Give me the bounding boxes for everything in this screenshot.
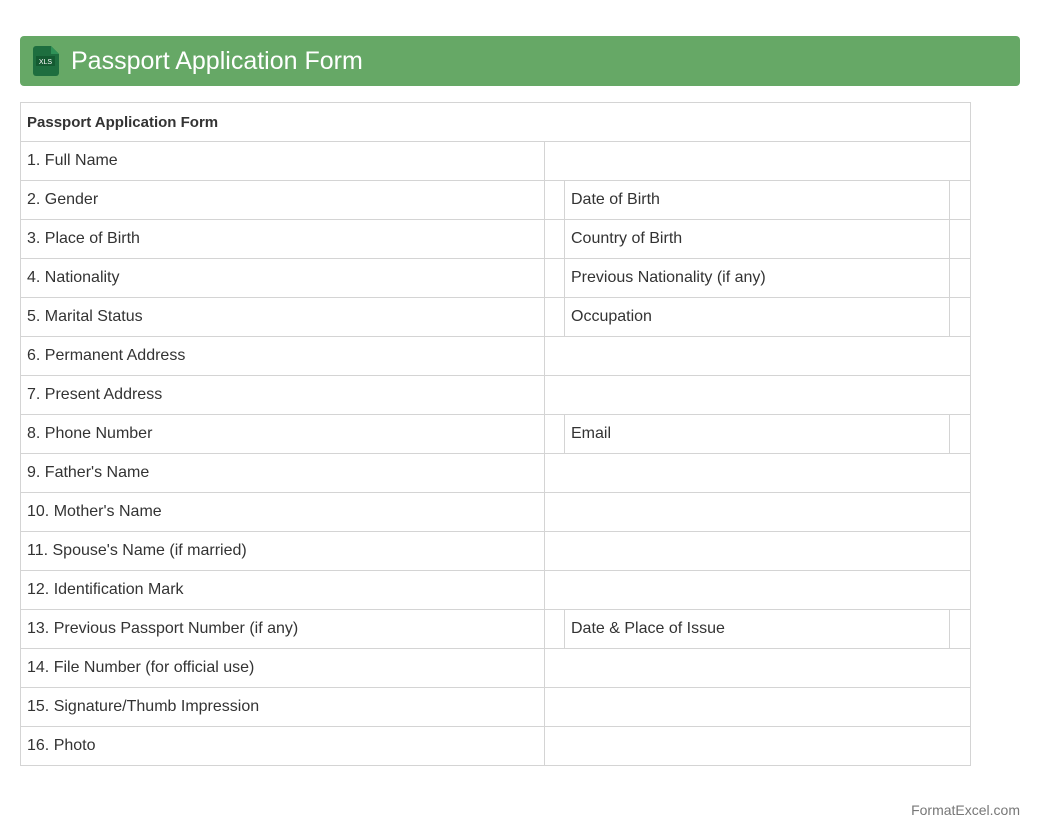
field-label-secondary: Date of Birth bbox=[565, 181, 950, 220]
field-value-cell[interactable] bbox=[545, 454, 971, 493]
form-row bbox=[21, 688, 971, 727]
field-label: 15. Signature/Thumb Impression bbox=[21, 688, 545, 727]
field-label: 16. Photo bbox=[21, 727, 545, 766]
form-row bbox=[21, 532, 971, 571]
field-value-cell[interactable] bbox=[545, 142, 971, 181]
field-value-cell-secondary[interactable] bbox=[950, 181, 971, 220]
field-value-cell[interactable] bbox=[545, 220, 565, 259]
form-row bbox=[21, 337, 971, 376]
form-row bbox=[21, 298, 971, 337]
field-value-cell[interactable] bbox=[545, 259, 565, 298]
field-value-cell[interactable] bbox=[545, 610, 565, 649]
form-row bbox=[21, 220, 971, 259]
field-value-cell[interactable] bbox=[545, 727, 971, 766]
field-label: 10. Mother's Name bbox=[21, 493, 545, 532]
page-header bbox=[20, 36, 1020, 86]
field-label: 3. Place of Birth bbox=[21, 220, 545, 259]
field-value-cell-secondary[interactable] bbox=[950, 610, 971, 649]
form-row bbox=[21, 727, 971, 766]
field-label: 1. Full Name bbox=[21, 142, 545, 181]
field-label-secondary: Previous Nationality (if any) bbox=[565, 259, 950, 298]
form-row bbox=[21, 376, 971, 415]
field-label: 5. Marital Status bbox=[21, 298, 545, 337]
xls-icon-text: XLS bbox=[38, 59, 53, 66]
xls-file-icon bbox=[32, 46, 59, 76]
field-label: 8. Phone Number bbox=[21, 415, 545, 454]
form-row bbox=[21, 259, 971, 298]
field-label: 13. Previous Passport Number (if any) bbox=[21, 610, 545, 649]
form-row bbox=[21, 649, 971, 688]
field-value-cell-secondary[interactable] bbox=[950, 259, 971, 298]
form-row bbox=[21, 181, 971, 220]
form-row bbox=[21, 415, 971, 454]
field-label: 11. Spouse's Name (if married) bbox=[21, 532, 545, 571]
field-label-secondary: Date & Place of Issue bbox=[565, 610, 950, 649]
footer-brand: FormatExcel.com bbox=[911, 802, 1020, 818]
form-row bbox=[21, 493, 971, 532]
field-label: 2. Gender bbox=[21, 181, 545, 220]
field-label-secondary: Country of Birth bbox=[565, 220, 950, 259]
field-value-cell[interactable] bbox=[545, 415, 565, 454]
field-label: 12. Identification Mark bbox=[21, 571, 545, 610]
passport-form-table bbox=[20, 102, 971, 766]
field-value-cell[interactable] bbox=[545, 298, 565, 337]
field-value-cell[interactable] bbox=[545, 571, 971, 610]
field-label-secondary: Email bbox=[565, 415, 950, 454]
form-title: Passport Application Form bbox=[21, 103, 971, 142]
field-value-cell[interactable] bbox=[545, 532, 971, 571]
field-value-cell[interactable] bbox=[545, 376, 971, 415]
field-value-cell[interactable] bbox=[545, 688, 971, 727]
field-value-cell-secondary[interactable] bbox=[950, 415, 971, 454]
field-value-cell[interactable] bbox=[545, 649, 971, 688]
form-title-row bbox=[21, 103, 971, 142]
field-label: 14. File Number (for official use) bbox=[21, 649, 545, 688]
field-label: 6. Permanent Address bbox=[21, 337, 545, 376]
field-value-cell[interactable] bbox=[545, 181, 565, 220]
form-row bbox=[21, 142, 971, 181]
page-title: Passport Application Form bbox=[71, 47, 363, 75]
field-label: 9. Father's Name bbox=[21, 454, 545, 493]
form-row bbox=[21, 610, 971, 649]
field-label: 7. Present Address bbox=[21, 376, 545, 415]
form-row bbox=[21, 571, 971, 610]
field-value-cell[interactable] bbox=[545, 337, 971, 376]
field-value-cell-secondary[interactable] bbox=[950, 298, 971, 337]
field-label-secondary: Occupation bbox=[565, 298, 950, 337]
field-label: 4. Nationality bbox=[21, 259, 545, 298]
form-row bbox=[21, 454, 971, 493]
field-value-cell[interactable] bbox=[545, 493, 971, 532]
field-value-cell-secondary[interactable] bbox=[950, 220, 971, 259]
